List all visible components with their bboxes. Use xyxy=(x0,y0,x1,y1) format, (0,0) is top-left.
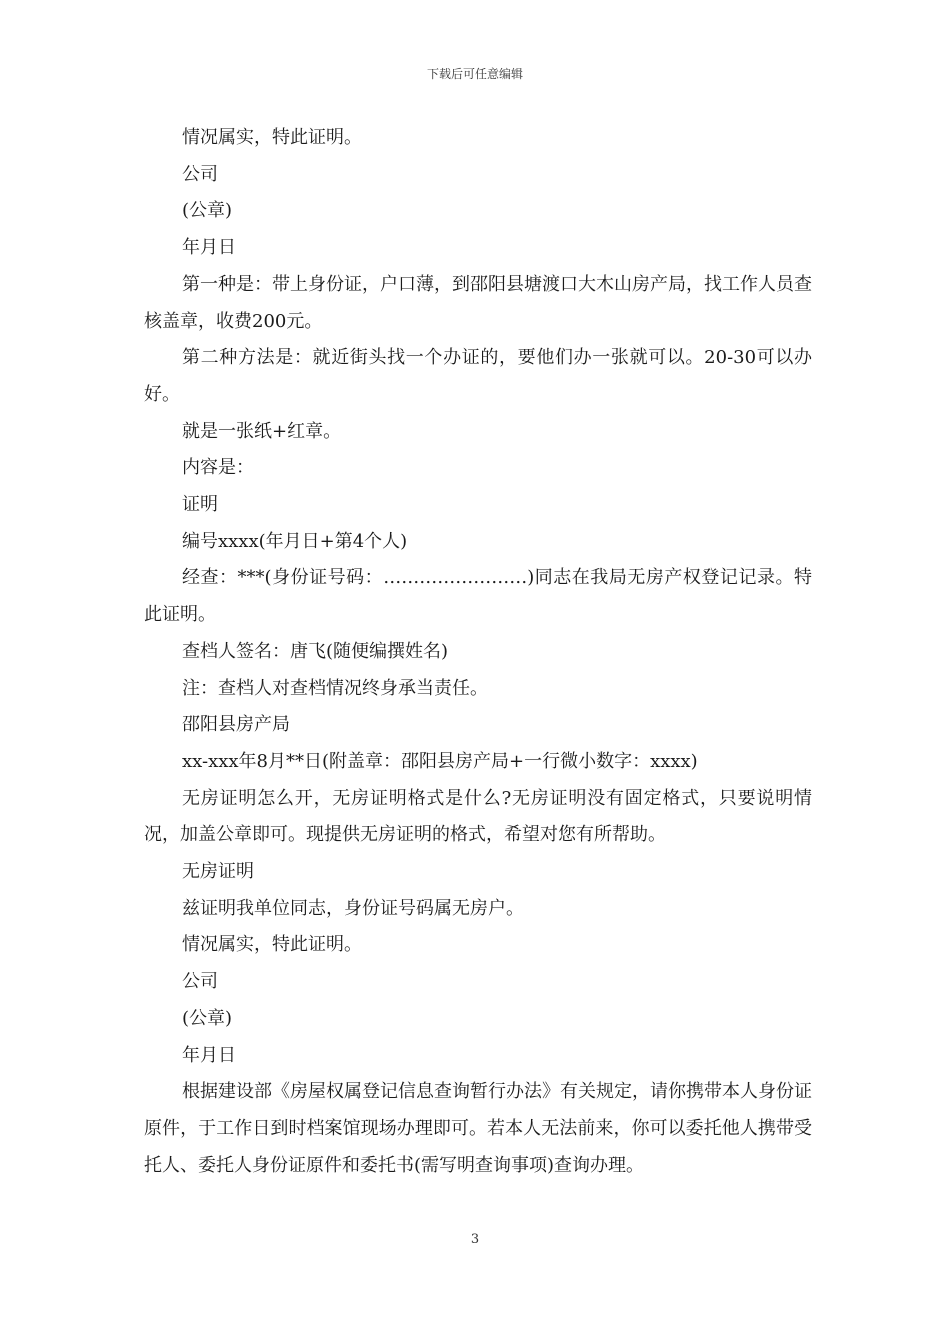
paragraph: 证明 xyxy=(182,494,218,516)
paragraph: (公章) xyxy=(182,200,233,222)
paragraph: 情况属实，特此证明。 xyxy=(182,127,362,148)
paragraph: 编号xxxx(年月日+第4个人) xyxy=(182,530,408,552)
paragraph: 兹证明我单位同志，身份证号码属无房户。 xyxy=(182,897,524,919)
paragraph: 第一种是：带上身份证，户口薄，到邵阳县塘渡口大木山房产局，找工作人员查核盖章，收费200元。 xyxy=(144,273,812,332)
paragraph: 公司 xyxy=(182,971,218,993)
paragraph: 根据建设部《房屋权属登记信息查询暂行办法》有关规定，请你携带本人身份证原件，于工作日到时档案馆现场办理即可。若本人无法前来，你可以委托他人携带受托人、委托人身份证原件和委托书(需写明查询事项)查询办理。 xyxy=(144,1081,812,1176)
paragraph: 年月日 xyxy=(182,1044,236,1066)
paragraph: 查档人签名：唐飞(随便编撰姓名) xyxy=(182,640,449,662)
document-body xyxy=(144,120,812,1184)
paragraph: 内容是： xyxy=(182,457,254,479)
paragraph: xx-xxx年8月**日(附盖章：邵阳县房产局+一行微小数字：xxxx) xyxy=(182,750,698,772)
paragraph: 情况属实，特此证明。 xyxy=(182,934,362,956)
page-number: 3 xyxy=(470,1232,480,1247)
paragraph: 就是一张纸+红章。 xyxy=(182,420,342,442)
paragraph: 无房证明怎么开，无房证明格式是什么?无房证明没有固定格式，只要说明情况，加盖公章即可。现提供无房证明的格式，希望对您有所帮助。 xyxy=(144,787,812,846)
paragraph: 经查：***(身份证号码：……………………)同志在我局无房产权登记记录。特此证明。 xyxy=(144,567,812,626)
paragraph: 第二种方法是：就近街头找一个办证的，要他们办一张就可以。20-30可以办好。 xyxy=(144,347,812,405)
page-header: 下载后可任意编辑 xyxy=(426,67,523,81)
paragraph: 年月日 xyxy=(182,237,236,259)
paragraph: (公章) xyxy=(182,1007,233,1029)
paragraph: 公司 xyxy=(182,163,218,185)
paragraph: 注：查档人对查档情况终身承当责任。 xyxy=(182,677,488,699)
paragraph: 无房证明 xyxy=(182,861,254,883)
paragraph: 邵阳县房产局 xyxy=(182,714,290,736)
